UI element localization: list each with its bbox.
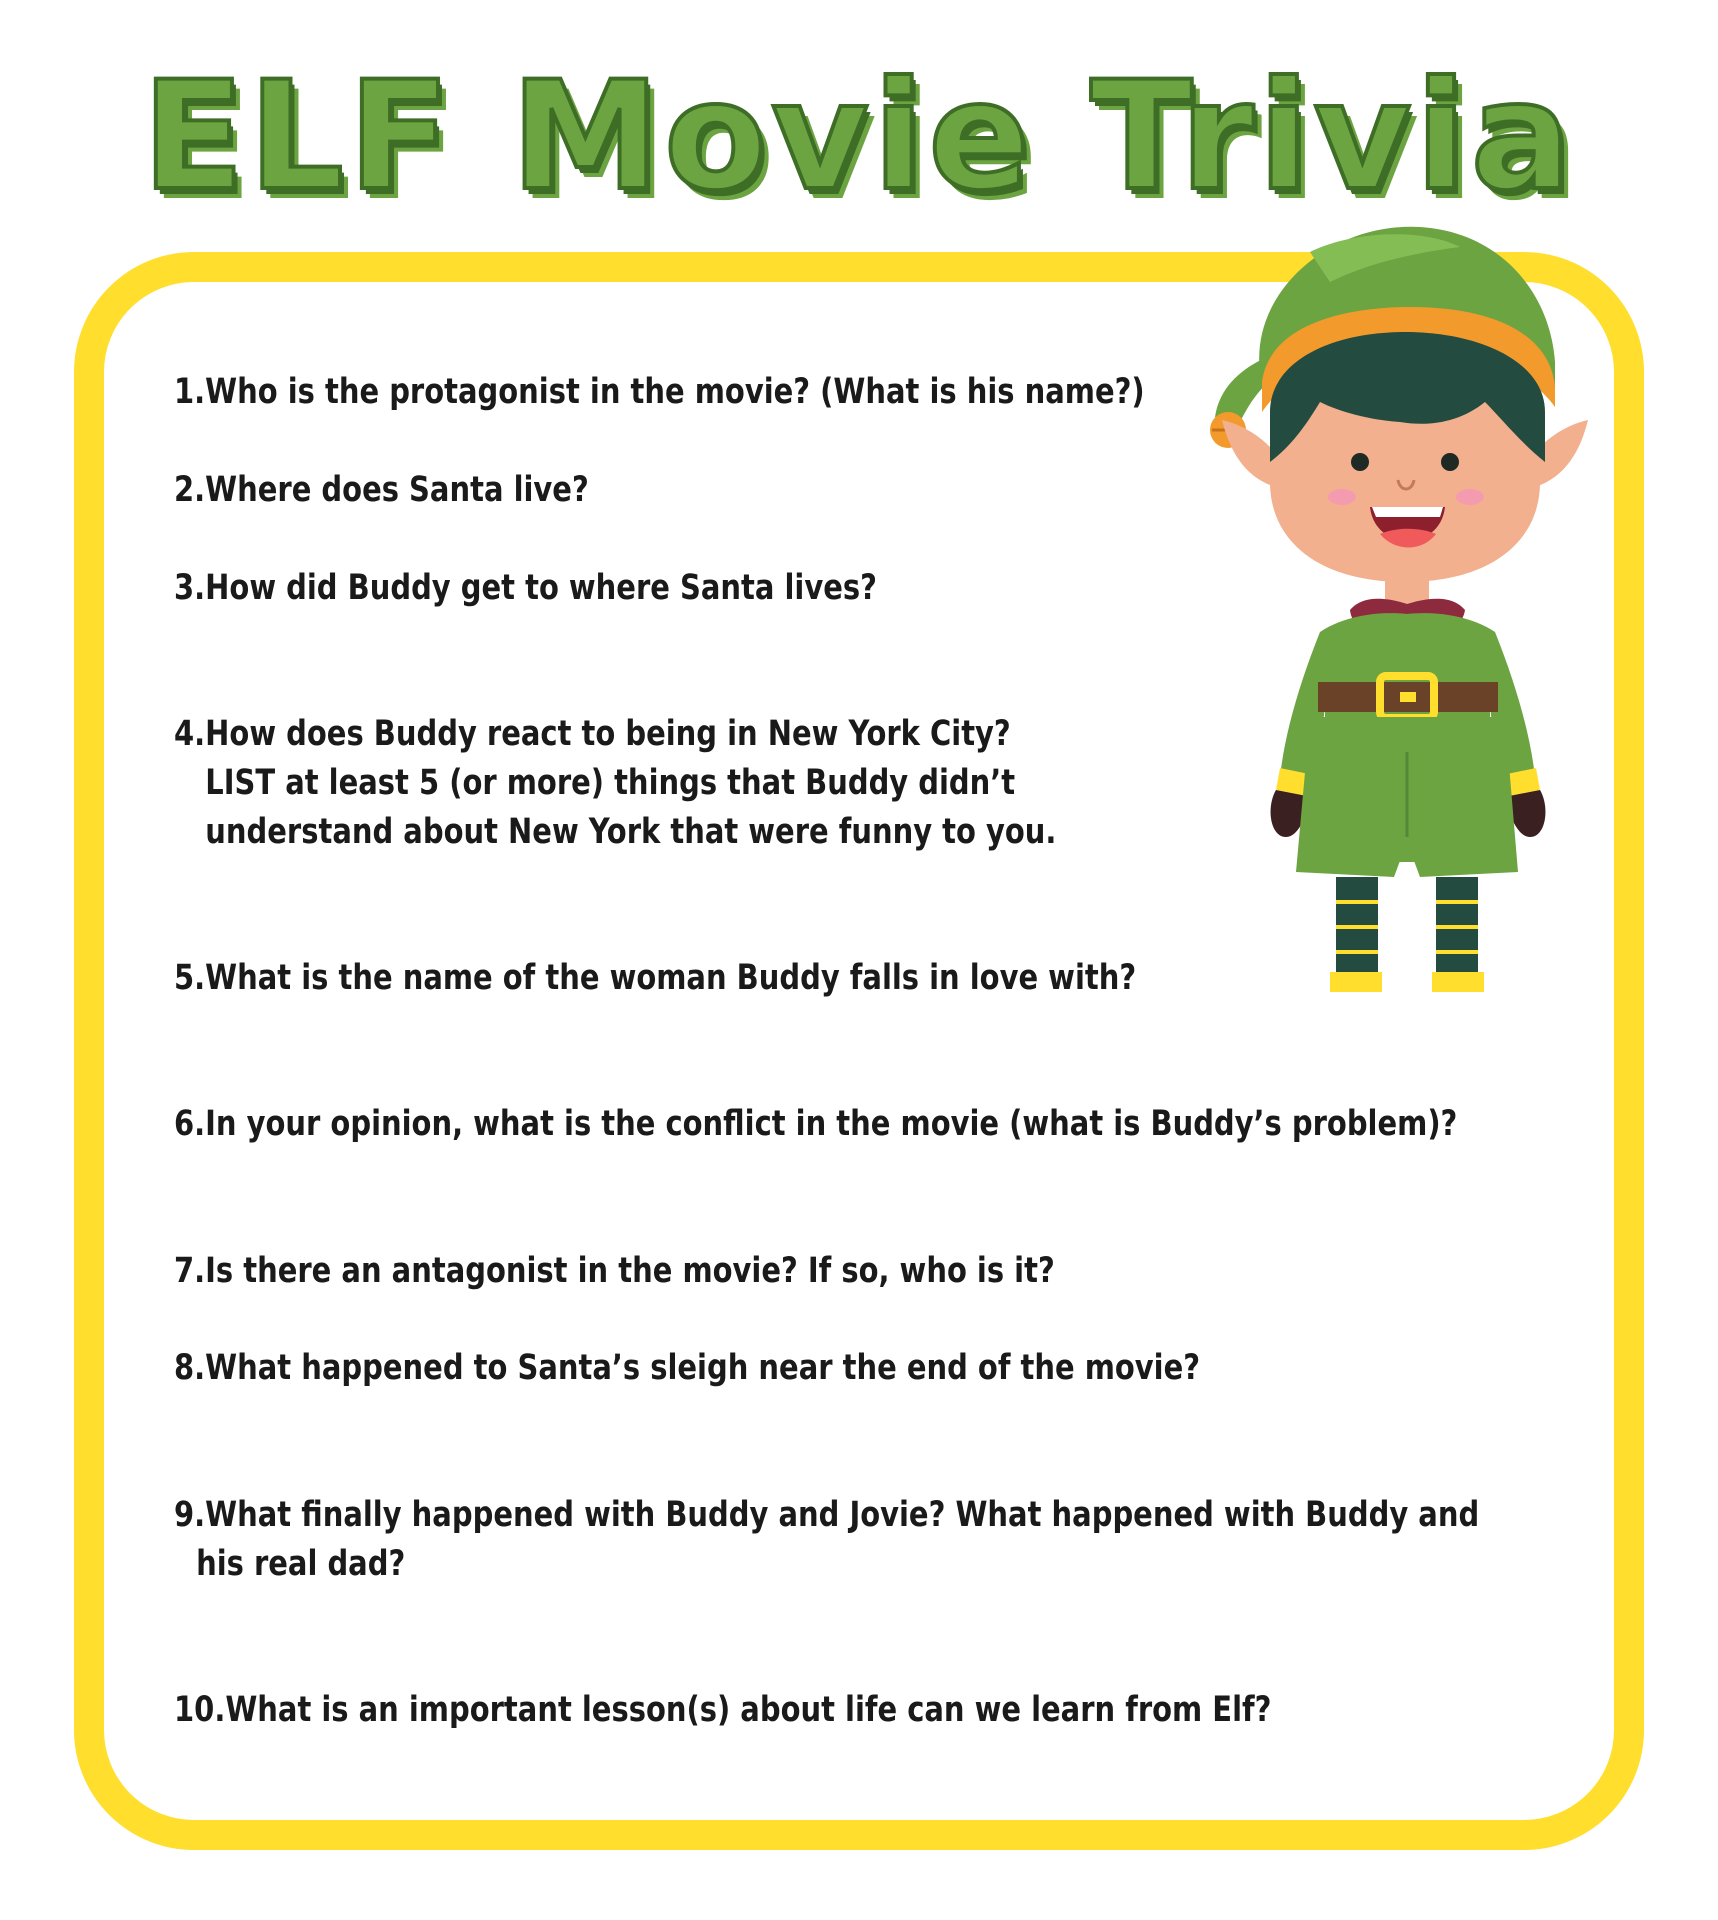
question-number: 3. bbox=[174, 568, 206, 608]
question-text: What happened to Santa’s sleigh near the end of the movie? bbox=[205, 1348, 1201, 1388]
question-number: 2. bbox=[174, 470, 206, 510]
question-text: What finally happened with Buddy and Jovie? What happened with Buddy and bbox=[205, 1495, 1480, 1535]
question-number: 4. bbox=[174, 714, 206, 754]
question-7 bbox=[174, 1247, 1055, 1296]
question-6 bbox=[174, 1100, 1457, 1149]
question-text: Is there an antagonist in the movie? If so, who is it? bbox=[205, 1251, 1055, 1291]
question-text: How did Buddy get to where Santa lives? bbox=[205, 568, 877, 608]
question-text: In your opinion, what is the conflict in the movie (what is Buddy’s problem)? bbox=[205, 1104, 1458, 1144]
question-1 bbox=[174, 368, 1145, 417]
question-text-line: understand about New York that were funny to you. bbox=[205, 812, 1057, 852]
question-2 bbox=[174, 466, 589, 515]
question-5 bbox=[174, 954, 1136, 1003]
question-number: 10. bbox=[174, 1690, 226, 1730]
question-text: Who is the protagonist in the movie? (What is his name?) bbox=[205, 372, 1145, 412]
question-text-line: LIST at least 5 (or more) things that Buddy didn’t bbox=[205, 763, 1016, 803]
question-text: What is the name of the woman Buddy falls in love with? bbox=[205, 958, 1137, 998]
elf-character-icon bbox=[1200, 212, 1600, 992]
question-number: 8. bbox=[174, 1348, 206, 1388]
question-4 bbox=[174, 710, 1056, 857]
question-3 bbox=[174, 564, 877, 613]
worksheet-title: ELF Movie Trivia bbox=[142, 50, 1576, 224]
question-number: 9. bbox=[174, 1495, 206, 1535]
question-number: 7. bbox=[174, 1251, 206, 1291]
question-10 bbox=[174, 1686, 1271, 1735]
question-number: 5. bbox=[174, 958, 206, 998]
question-text: Where does Santa live? bbox=[205, 470, 589, 510]
question-text: What is an important lesson(s) about life can we learn from Elf? bbox=[225, 1690, 1272, 1730]
question-text-line: his real dad? bbox=[196, 1544, 406, 1584]
question-text: How does Buddy react to being in New York City? bbox=[205, 714, 1011, 754]
question-9 bbox=[174, 1491, 1479, 1589]
question-number: 6. bbox=[174, 1104, 206, 1144]
question-8 bbox=[174, 1344, 1200, 1393]
question-number: 1. bbox=[174, 372, 206, 412]
